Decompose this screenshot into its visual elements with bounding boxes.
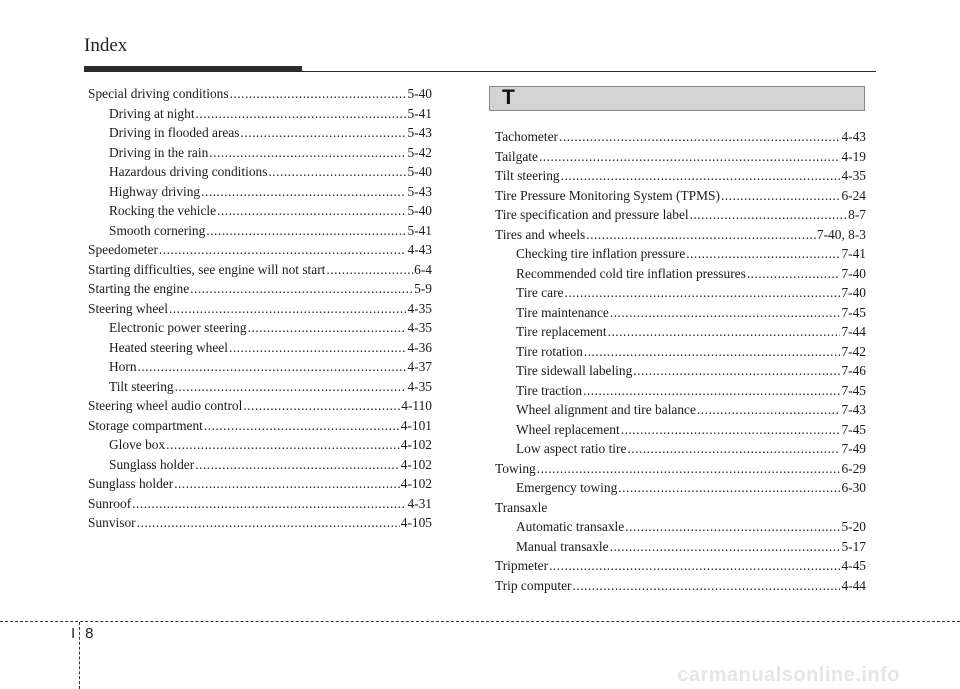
index-entry-label: Sunvisor — [88, 515, 136, 530]
index-entry-page: 4-35 — [841, 168, 866, 183]
index-entry — [495, 459, 866, 479]
dot-leader — [169, 299, 407, 319]
footer-rule — [0, 621, 960, 622]
index-entry-page: 8-7 — [848, 207, 866, 222]
index-entry-label: Steering wheel — [88, 300, 168, 316]
index-entry-page: 7-44 — [841, 324, 866, 339]
index-entry-page: 4-35 — [407, 378, 432, 394]
page-title: Index — [84, 35, 128, 56]
dot-leader — [175, 377, 407, 397]
dot-leader — [721, 186, 841, 206]
index-entry-label: Electronic power steering — [109, 320, 247, 335]
index-entry-page: 4-19 — [841, 148, 866, 164]
index-entry — [495, 498, 866, 518]
index-entry-page: 6-4 — [414, 261, 432, 277]
dot-leader — [268, 162, 406, 182]
dot-leader — [621, 420, 841, 440]
index-entry — [495, 205, 866, 225]
dot-leader — [159, 240, 407, 260]
index-entry-page: 5-40 — [407, 203, 432, 218]
index-entry-label: Driving in the rain — [109, 144, 209, 160]
index-entry-label: Glove box — [109, 437, 166, 452]
index-entry-label: Manual transaxle — [516, 538, 609, 554]
index-entry — [88, 221, 432, 241]
dot-leader — [610, 303, 841, 323]
dot-leader — [537, 459, 841, 479]
index-entry — [88, 104, 432, 124]
index-entry — [88, 455, 432, 475]
dot-leader — [241, 123, 407, 143]
index-entry — [88, 201, 432, 221]
watermark: carmanualsonline.info — [677, 664, 900, 686]
index-entry — [495, 537, 866, 557]
index-entry-page: 6-24 — [841, 187, 866, 203]
dot-leader — [697, 400, 841, 420]
index-entry-label: Towing — [495, 460, 536, 476]
dot-leader — [690, 205, 848, 225]
dot-leader — [201, 182, 406, 202]
index-entry-label: Tire Pressure Monitoring System (TPMS) — [495, 187, 720, 203]
dot-leader — [195, 455, 400, 475]
index-entry-page: 5-42 — [407, 144, 432, 160]
index-entry — [88, 143, 432, 163]
index-entry-page: 4-36 — [407, 339, 432, 355]
index-entry-label: Sunroof — [88, 495, 132, 511]
index-entry-label: Tire replacement — [516, 324, 607, 339]
index-entry — [495, 361, 866, 381]
dot-leader — [586, 225, 816, 245]
dot-leader — [627, 439, 840, 459]
index-entry-label: Tire specification and pressure label — [495, 207, 689, 222]
index-entry-page: 4-43 — [841, 129, 866, 144]
index-entry-label: Sunglass holder — [88, 476, 174, 491]
index-entry-page: 7-45 — [841, 304, 866, 320]
index-entry-page: 4-35 — [407, 320, 432, 335]
dot-leader — [229, 338, 406, 358]
index-entry — [88, 240, 432, 260]
index-entry-page: 7-40 — [841, 285, 866, 300]
index-entry — [495, 283, 866, 303]
dot-leader — [166, 435, 400, 455]
index-entry — [88, 182, 432, 202]
index-entry-label: Recommended cold tire inflation pressures — [516, 265, 746, 281]
index-entry-label: Hazardous driving conditions — [109, 164, 268, 179]
index-entry-label: Tire maintenance — [516, 304, 609, 320]
index-entry — [88, 338, 432, 358]
index-entry-page: 4-31 — [407, 495, 432, 511]
index-entry-page: 5-20 — [841, 519, 866, 534]
index-entry — [88, 513, 432, 533]
index-entry — [495, 186, 866, 206]
index-entry-page: 4-44 — [841, 577, 866, 593]
index-entry — [495, 303, 866, 323]
index-entry-page: 4-37 — [407, 359, 432, 374]
index-entry — [495, 147, 866, 167]
index-entry — [495, 478, 866, 498]
index-entry-label: Steering wheel audio control — [88, 398, 243, 413]
index-entry-page: 7-45 — [841, 382, 866, 398]
dot-leader — [618, 478, 840, 498]
dot-leader — [559, 127, 840, 147]
index-entry-page: 5-43 — [407, 125, 432, 140]
dot-leader — [564, 283, 840, 303]
index-entry-page: 5-41 — [407, 222, 432, 238]
dot-leader — [243, 396, 400, 416]
index-entry — [88, 299, 432, 319]
section-letter: T — [502, 86, 515, 109]
index-entry-label: Rocking the vehicle — [109, 203, 217, 218]
index-entry-page: 5-40 — [407, 164, 432, 179]
index-entry — [495, 381, 866, 401]
index-entry-page: 4-102 — [400, 476, 432, 491]
index-entry — [88, 357, 432, 377]
index-entry-page: 5-40 — [407, 86, 432, 101]
index-entry-page: 7-41 — [841, 246, 866, 261]
index-entry-label: Wheel alignment and tire balance — [516, 402, 696, 417]
index-entry-page: 7-40, 8-3 — [816, 226, 866, 242]
index-entry-label: Driving in flooded areas — [109, 125, 240, 140]
dot-leader — [204, 416, 400, 436]
index-entry-label: Tire care — [516, 285, 564, 300]
index-entry-page: 7-42 — [841, 343, 866, 359]
index-entry — [495, 517, 866, 537]
index-column-left — [88, 84, 432, 533]
index-entry-page: 7-45 — [841, 421, 866, 437]
page-number — [71, 625, 94, 642]
index-entry-page: 6-29 — [841, 460, 866, 476]
index-entry-label: Transaxle — [495, 499, 548, 515]
dot-leader — [573, 576, 841, 596]
dot-leader — [132, 494, 406, 514]
index-entry-label: Tires and wheels — [495, 226, 586, 242]
index-entry — [495, 420, 866, 440]
index-entry-label: Low aspect ratio tire — [516, 441, 627, 456]
dot-leader — [206, 221, 406, 241]
index-entry-page: 4-102 — [400, 437, 432, 452]
index-entry — [495, 342, 866, 362]
index-entry — [88, 377, 432, 397]
dot-leader — [747, 264, 841, 284]
dot-leader — [625, 517, 840, 537]
index-entry-label: Tire sidewall labeling — [516, 363, 633, 378]
index-entry — [88, 396, 432, 416]
index-entry-label: Tilt steering — [109, 378, 174, 394]
index-entry — [88, 318, 432, 338]
dot-leader — [583, 381, 840, 401]
dot-leader — [549, 556, 840, 576]
dot-leader — [561, 166, 841, 186]
index-entry-page: 4-105 — [400, 515, 432, 530]
page-num: 8 — [85, 625, 94, 642]
index-entry — [495, 244, 866, 264]
index-entry-page: 5-41 — [407, 105, 432, 121]
index-entry-label: Tire traction — [516, 382, 583, 398]
index-entry — [88, 260, 432, 280]
index-entry-page: 6-30 — [841, 480, 866, 495]
dot-leader — [138, 357, 407, 377]
index-entry — [88, 162, 432, 182]
index-entry-label: Checking tire inflation pressure — [516, 246, 686, 261]
index-entry-page: 7-46 — [841, 363, 866, 378]
dot-leader — [610, 537, 841, 557]
index-column-right — [495, 127, 866, 595]
index-entry — [495, 556, 866, 576]
index-entry-page: 4-43 — [407, 242, 432, 257]
index-entry-label: Special driving conditions — [88, 86, 229, 101]
dot-leader — [686, 244, 840, 264]
index-entry-label: Speedometer — [88, 242, 158, 257]
index-entry-label: Sunglass holder — [109, 456, 195, 472]
dot-leader — [539, 147, 841, 167]
dot-leader — [217, 201, 406, 221]
index-entry — [88, 474, 432, 494]
index-entry-label: Tire rotation — [516, 343, 583, 359]
index-entry-page: 4-110 — [401, 398, 432, 413]
index-entry — [88, 84, 432, 104]
dot-leader — [137, 513, 400, 533]
index-entry-page: 4-35 — [407, 300, 432, 316]
index-entry-page: 5-9 — [414, 281, 432, 296]
index-entry-label: Tachometer — [495, 129, 559, 144]
index-entry-page: 5-43 — [407, 183, 432, 199]
index-entry-page: 4-102 — [400, 456, 432, 472]
index-entry-label: Tripmeter — [495, 558, 549, 573]
index-entry-page: 7-43 — [841, 402, 866, 417]
index-entry — [495, 225, 866, 245]
index-entry — [495, 322, 866, 342]
index-entry — [495, 166, 866, 186]
dot-leader — [209, 143, 406, 163]
index-entry-page: 7-40 — [841, 265, 866, 281]
index-entry-label: Starting the engine — [88, 281, 190, 296]
dot-leader — [584, 342, 841, 362]
dot-leader — [326, 260, 413, 280]
dot-leader — [196, 104, 407, 124]
dot-leader — [174, 474, 400, 494]
index-entry — [495, 127, 866, 147]
index-entry-label: Tailgate — [495, 148, 538, 164]
index-entry-label: Emergency towing — [516, 480, 618, 495]
dot-leader — [190, 279, 413, 299]
index-entry-page: 4-45 — [841, 558, 866, 573]
index-entry — [88, 494, 432, 514]
index-entry — [495, 576, 866, 596]
index-entry — [88, 435, 432, 455]
index-entry-page: 4-101 — [400, 417, 432, 433]
index-entry-label: Wheel replacement — [516, 421, 620, 437]
index-entry-label: Highway driving — [109, 183, 201, 199]
index-entry — [88, 416, 432, 436]
index-entry-label: Starting difficulties, see engine will not start — [88, 261, 326, 277]
index-entry — [88, 123, 432, 143]
index-entry-label: Heated steering wheel — [109, 339, 228, 355]
dot-leader — [248, 318, 407, 338]
index-entry-label: Horn — [109, 359, 137, 374]
index-entry-label: Trip computer — [495, 577, 572, 593]
header-rule-thin — [84, 71, 876, 72]
section-letter-box — [489, 86, 865, 111]
index-entry-page: 5-17 — [841, 538, 866, 554]
index-entry-label: Storage compartment — [88, 417, 203, 433]
index-entry-page: 7-49 — [841, 441, 866, 456]
dot-leader — [230, 84, 407, 104]
index-entry — [88, 279, 432, 299]
page-section: I — [71, 625, 76, 642]
index-entry — [495, 400, 866, 420]
dot-leader — [608, 322, 841, 342]
index-entry-label: Tilt steering — [495, 168, 560, 183]
index-entry-label: Smooth cornering — [109, 222, 206, 238]
index-entry-label: Driving at night — [109, 105, 195, 121]
index-entry-label: Automatic transaxle — [516, 519, 625, 534]
index-entry — [495, 264, 866, 284]
dot-leader — [633, 361, 840, 381]
index-entry — [495, 439, 866, 459]
